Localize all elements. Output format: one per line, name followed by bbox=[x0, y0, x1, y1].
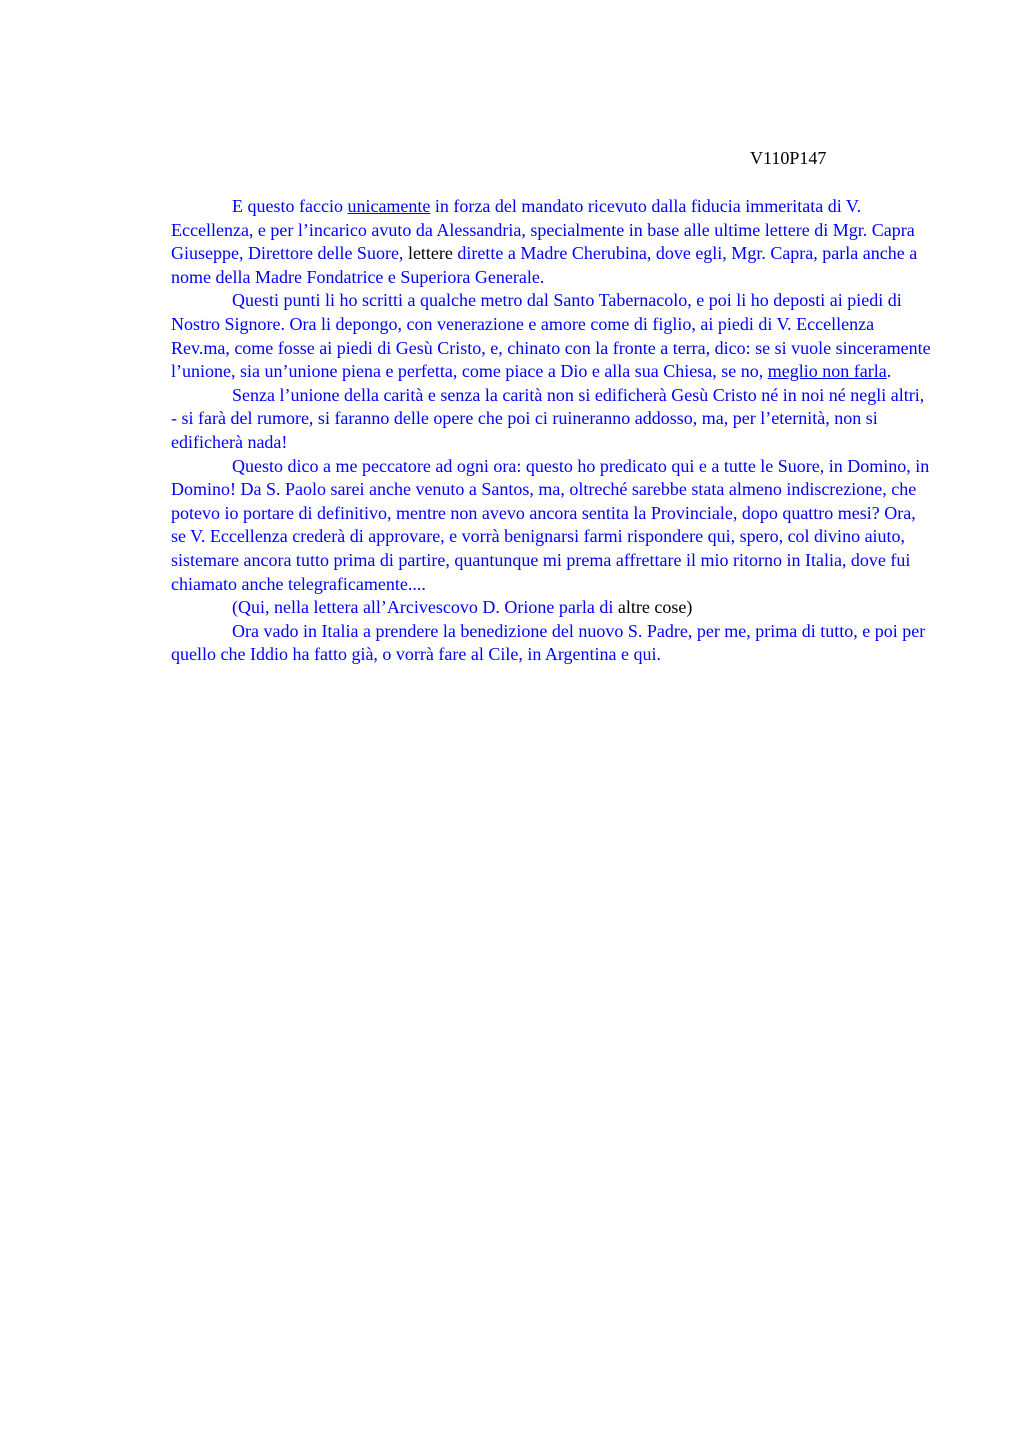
paragraph-2-underlined-phrase: meglio non farla bbox=[767, 361, 887, 382]
paragraph-2-text-c: . bbox=[886, 361, 892, 382]
paragraph-1 bbox=[171, 195, 931, 289]
paragraph-1-text-e: dirette a Madre Cherubina, dove egli, Mgr. Capra, parla anche a nome della Madre Fondatrice e Superiora Generale. bbox=[171, 243, 918, 287]
paragraph-2 bbox=[171, 289, 931, 383]
paragraph-2-text-a: Questi punti li ho scritti a qualche metro dal Santo Tabernacolo, e poi li ho deposti ai piedi di Nostro Signore. Ora li depongo, con venerazione e amore come di figlio, ai piedi di V. Eccellenza Rev.ma, come fosse ai piedi di Gesù Cristo, e, chinato con la fronte a terra, dico: se si vuole sinceramente l’unione, sia un’unione piena e perfetta, come piace a Dio e alla sua Chiesa, se no, bbox=[171, 290, 931, 382]
paragraph-5-black-text: altre cose) bbox=[617, 597, 693, 618]
paragraph-1-text-c: in forza del mandato ricevuto dalla fiducia immeritata di V. Eccellenza, e per l’incarico avuto da Alessandria, specialmente in base alle ultime lettere di Mgr. Capra Giuseppe, Direttore delle Suore, bbox=[171, 196, 915, 264]
paragraph-4: Questo dico a me peccatore ad ogni ora: questo ho predicato qui e a tutte le Suore, in Domino, in Domino! Da S. Paolo sarei anche venuto a Santos, ma, oltreché sarebbe stata almeno indiscrezione, che potevo io portare di definitivo, mentre non avevo ancora sentita la Provinciale, dopo quattro mesi? Ora, se V. Eccellenza crederà di approvare, e vorrà benignarsi farmi rispondere qui, spero, col divino aiuto, sistemare ancora tutto prima di partire, quantunque mi prema affrettare il mio ritorno in Italia, dove fui chiamato anche telegraficamente.... bbox=[171, 455, 930, 594]
paragraph-1-black-word: lettere bbox=[407, 243, 453, 264]
paragraph-5-editorial-note bbox=[171, 596, 931, 620]
paragraph-3: Senza l’unione della carità e senza la carità non si edificherà Gesù Cristo né in noi né negli altri, - si farà del rumore, si faranno delle opere che poi ci ruineranno addosso, ma, per l’eternità, non si edificherà nada! bbox=[171, 384, 925, 452]
letter-body bbox=[171, 195, 931, 667]
paragraph-5-text-a: (Qui, nella lettera all’Arcivescovo D. Orione parla di bbox=[232, 597, 618, 618]
paragraph-1-underlined-word: unicamente bbox=[347, 196, 431, 216]
page-reference-code: V110P147 bbox=[750, 148, 827, 168]
paragraph-1-text-a: E questo faccio bbox=[232, 196, 348, 216]
paragraph-6: Ora vado in Italia a prendere la benedizione del nuovo S. Padre, per me, prima di tutto, e poi per quello che Iddio ha fatto già, o vorrà fare al Cile, in Argentina e qui. bbox=[171, 620, 926, 665]
